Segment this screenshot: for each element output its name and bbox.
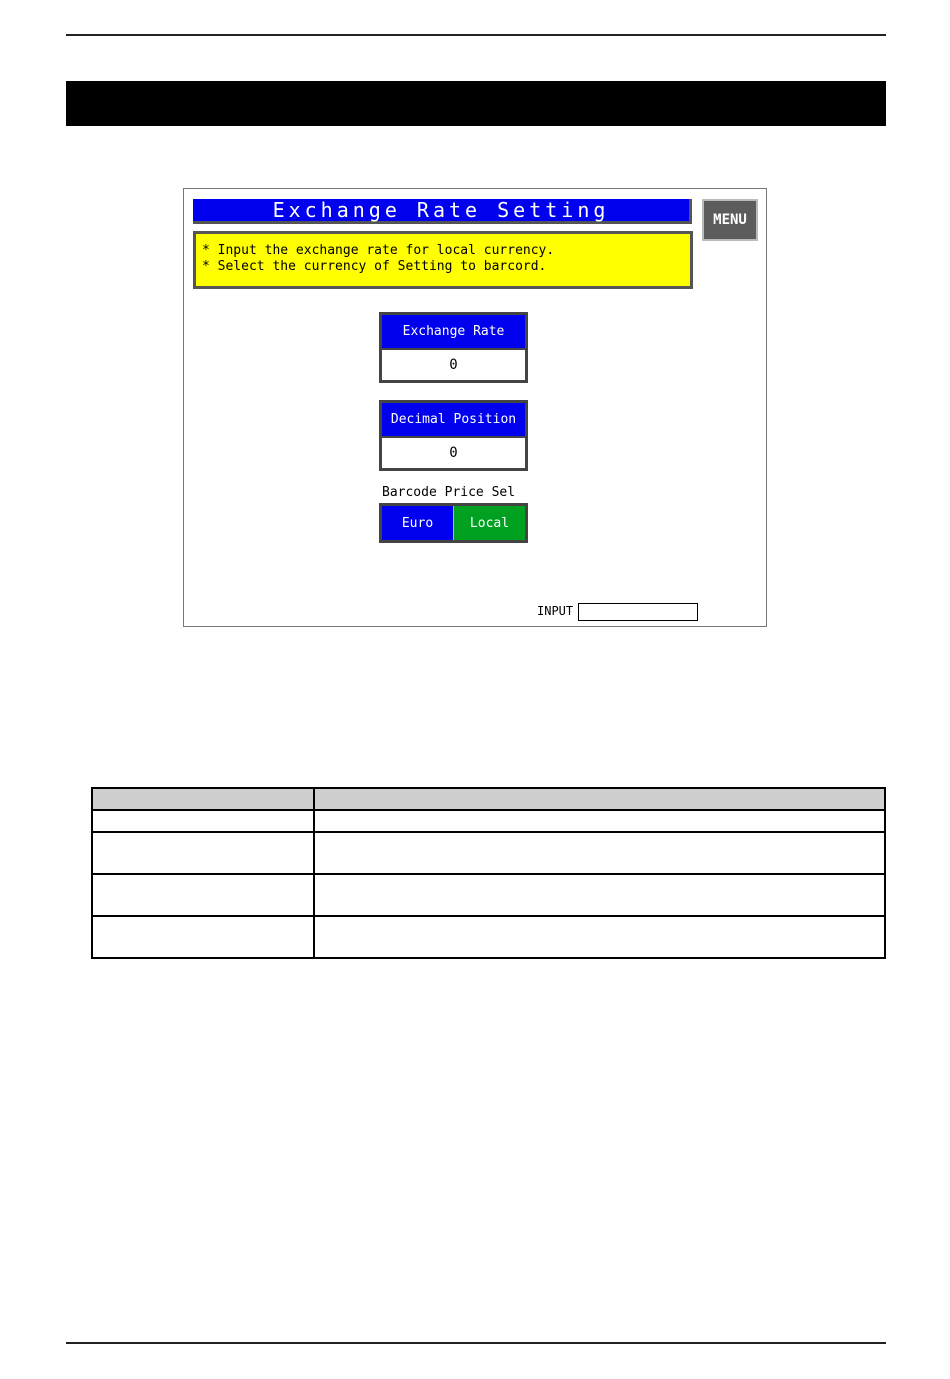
table-cell [92,810,314,832]
table-cell [92,874,314,916]
settings-table [91,787,886,959]
euro-option-button[interactable]: Euro [382,506,453,540]
table-cell [314,810,885,832]
exchange-rate-field[interactable] [379,312,528,383]
local-option-button[interactable]: Local [453,506,525,540]
instruction-line-2: * Select the currency of Setting to barcord. [202,259,547,274]
barcode-price-sel-label: Barcode Price Sel [382,485,516,500]
table-row [92,916,885,958]
menu-button[interactable]: MENU [702,199,758,241]
top-rule [66,34,886,36]
input-field[interactable] [578,603,698,621]
table-header-cell [92,788,314,810]
screen-title: Exchange Rate Setting [193,199,692,224]
table-header-cell [314,788,885,810]
table-cell [92,832,314,874]
table-row [92,874,885,916]
table-header-row [92,788,885,810]
bottom-rule [66,1342,886,1344]
instruction-line-1: * Input the exchange rate for local currency. [202,243,555,258]
decimal-position-field[interactable] [379,400,528,471]
decimal-position-value[interactable]: 0 [449,445,458,461]
exchange-rate-value[interactable]: 0 [449,357,458,373]
exchange-rate-label: Exchange Rate [382,315,525,350]
section-header-band [66,81,886,126]
table-cell [314,832,885,874]
table-cell [314,916,885,958]
exchange-rate-screen [183,188,767,627]
table-row [92,832,885,874]
barcode-price-toggle [379,503,528,543]
input-label: INPUT [537,604,574,618]
decimal-position-label: Decimal Position [382,403,525,438]
instruction-box [193,231,693,289]
table-row [92,810,885,832]
table-cell [92,916,314,958]
table-cell [314,874,885,916]
